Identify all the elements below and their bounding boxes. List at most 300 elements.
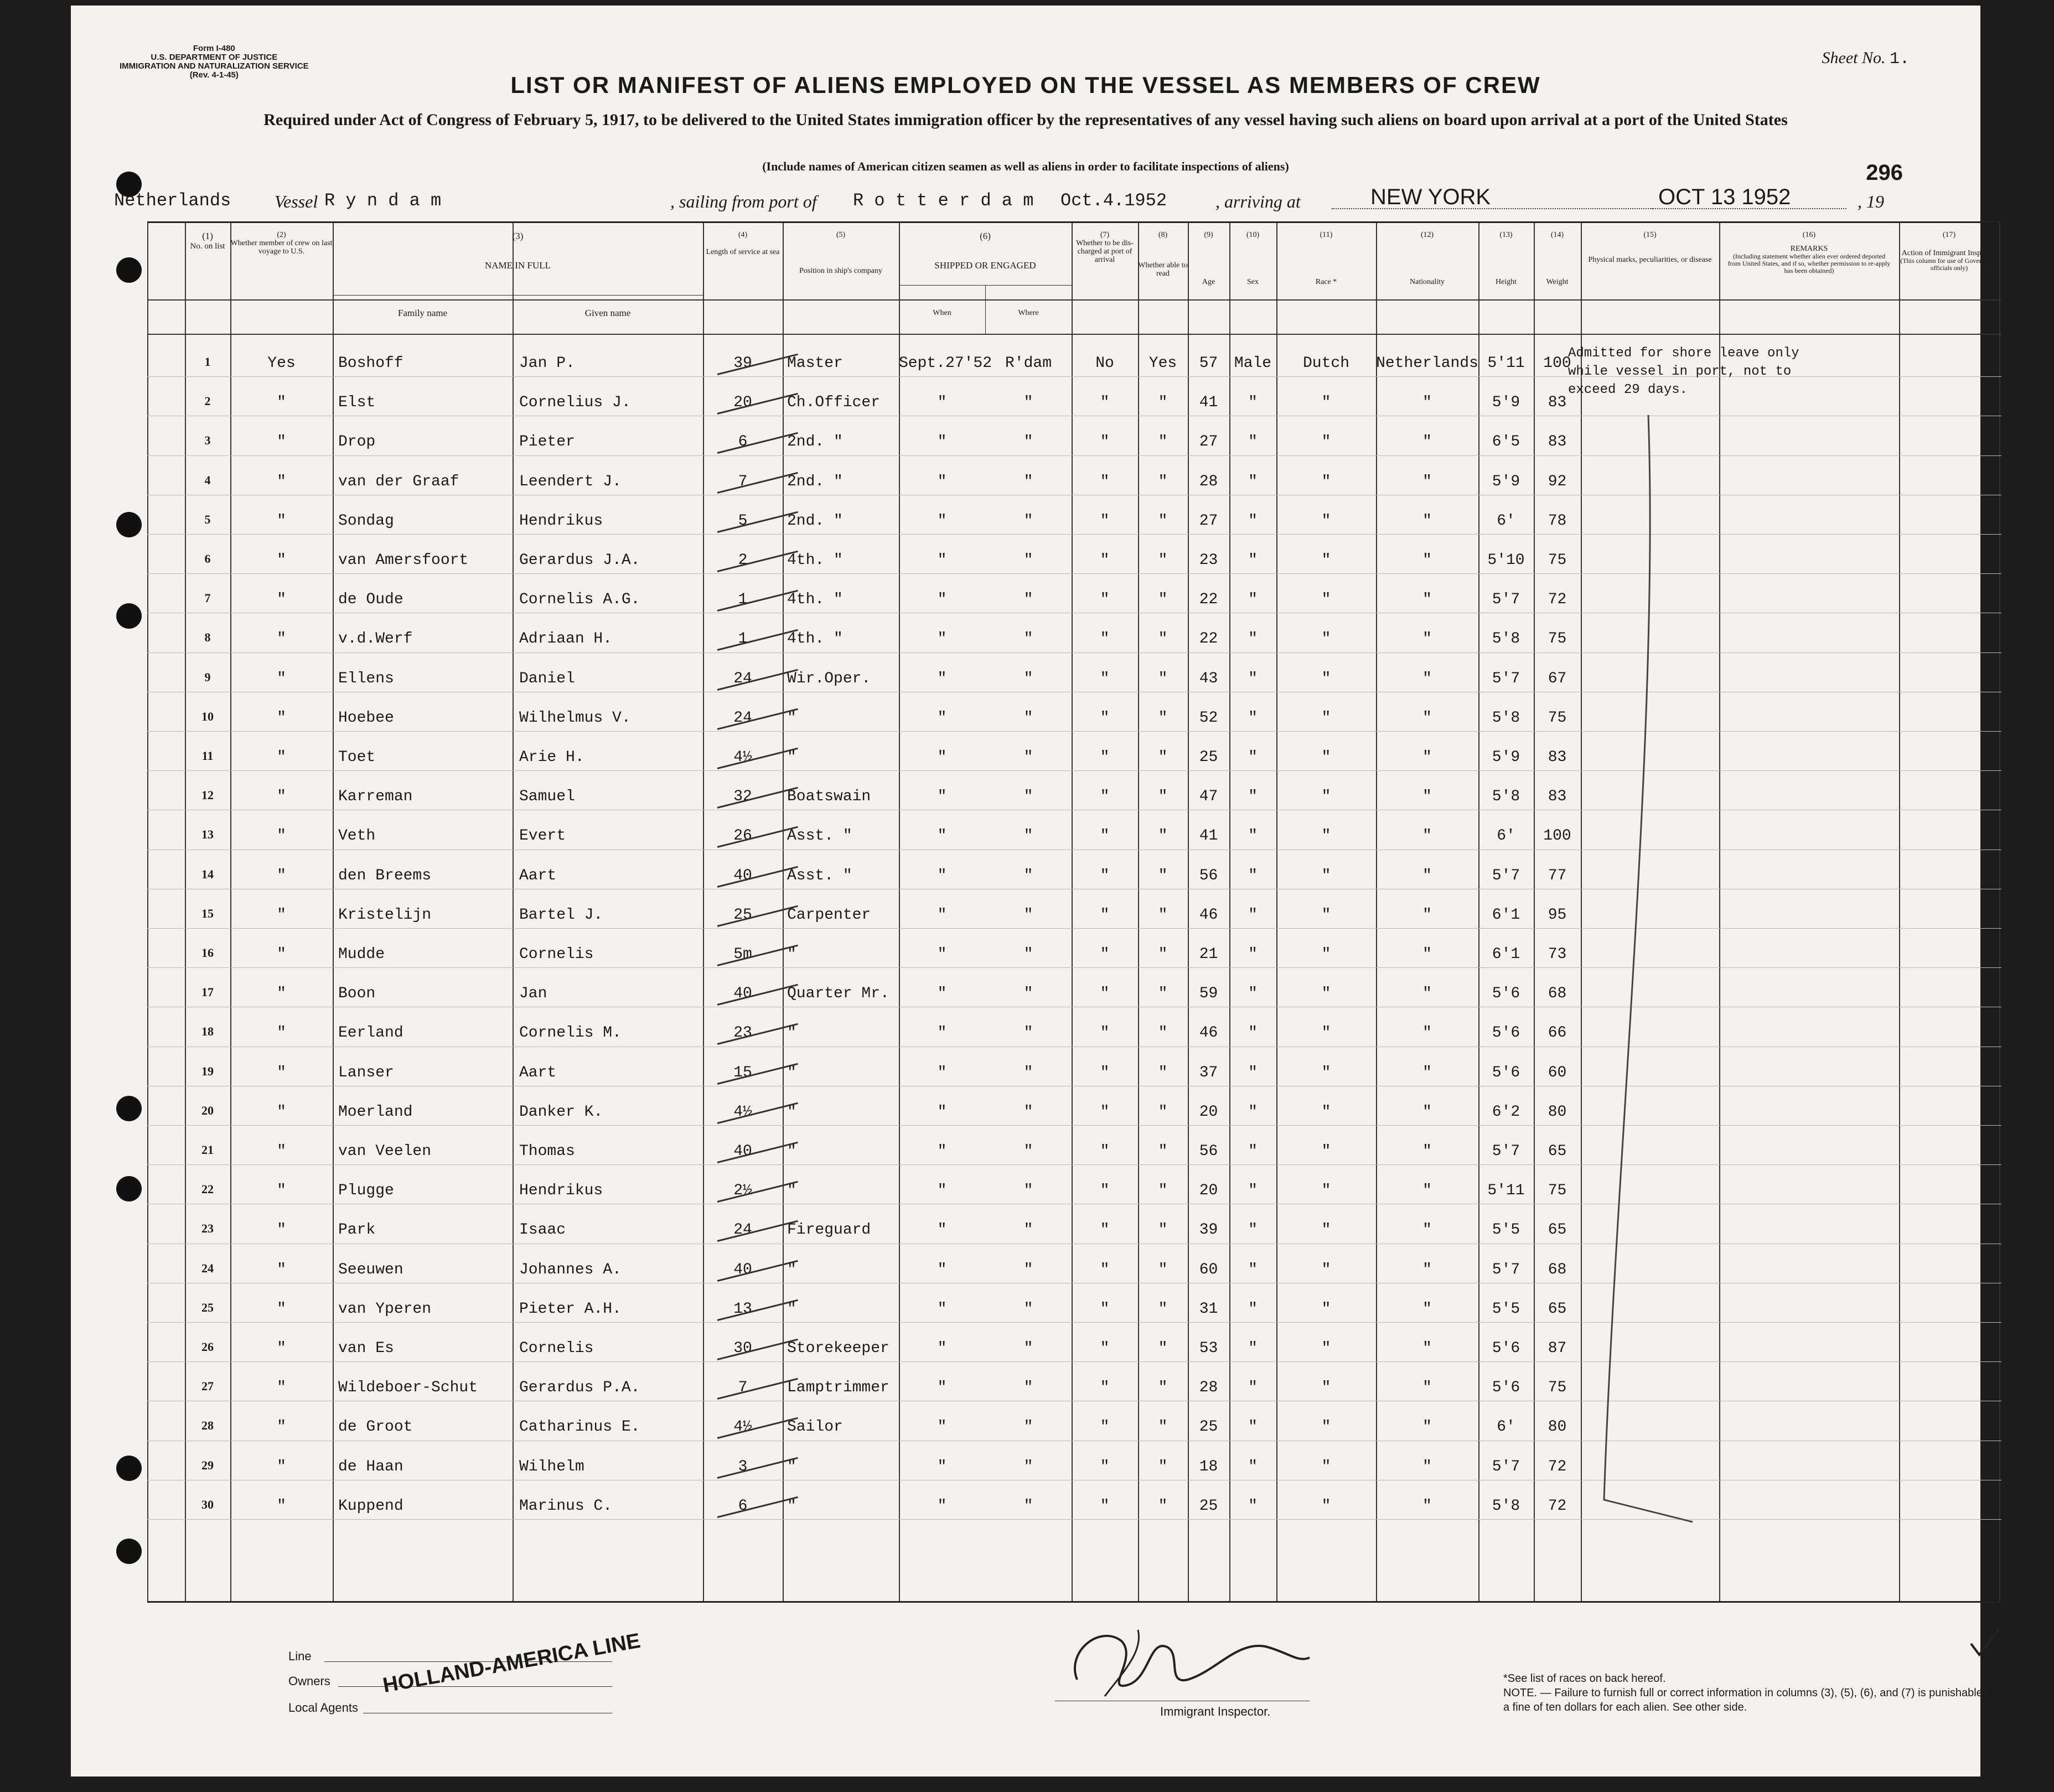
sex-cell: " [1248, 1300, 1258, 1318]
shipped-where-cell: " [1023, 1418, 1033, 1436]
service-length-cell: 25 [733, 906, 752, 924]
remarks-bracket-mark [1582, 393, 1709, 1544]
race-cell: " [1321, 433, 1331, 451]
discharge-cell: " [1100, 394, 1110, 412]
position-cell: " [787, 1497, 796, 1515]
weight-cell: 75 [1548, 552, 1567, 569]
age-cell: 22 [1199, 630, 1218, 648]
weight-cell: 67 [1548, 670, 1567, 687]
row-number: 1 [204, 355, 211, 369]
col-age-header: (9) Age [1202, 231, 1215, 286]
shipped-when-cell: " [937, 1221, 947, 1239]
form-number: Form I-480 [193, 44, 235, 53]
row-number: 19 [201, 1064, 214, 1078]
discharge-cell: " [1100, 749, 1110, 766]
age-cell: 23 [1199, 552, 1218, 569]
race-cell: " [1321, 1418, 1331, 1436]
page-title: LIST OR MANIFEST OF ALIENS EMPLOYED ON THE VESSEL AS MEMBERS OF CREW [510, 72, 1541, 98]
sex-cell: " [1248, 1064, 1258, 1081]
weight-cell: 83 [1548, 788, 1567, 806]
given-name-cell: Samuel [519, 788, 575, 806]
height-cell: 6' [1497, 827, 1515, 845]
discharge-cell: " [1100, 1261, 1110, 1278]
manifest-sheet [71, 6, 1998, 1777]
age-cell: 37 [1199, 1064, 1218, 1081]
discharge-cell: " [1100, 1340, 1110, 1357]
family-name-cell: Ellens [338, 670, 394, 687]
position-cell: " [787, 709, 796, 727]
row-number: 27 [201, 1379, 214, 1394]
sex-cell: " [1248, 709, 1258, 727]
shipped-when-cell: " [937, 670, 947, 687]
able-to-read-cell: " [1158, 1064, 1168, 1081]
sex-cell: " [1248, 946, 1258, 963]
position-cell: Quarter Mr. [787, 985, 889, 1003]
shipped-when-cell: " [937, 1024, 947, 1042]
service-length-cell: 39 [733, 355, 752, 372]
discharge-cell: " [1100, 1418, 1110, 1436]
service-length-cell: 24 [733, 1221, 752, 1239]
weight-cell: 65 [1548, 1143, 1567, 1160]
able-to-read-cell: " [1158, 1379, 1168, 1397]
race-cell: " [1321, 1064, 1331, 1081]
height-cell: 5'7 [1492, 670, 1520, 687]
race-cell: " [1321, 906, 1331, 924]
row-number: 23 [201, 1221, 214, 1236]
shipped-where-cell: " [1023, 1379, 1033, 1397]
shipped-when-cell: " [937, 1261, 947, 1278]
shipped-where-cell: " [1023, 1221, 1033, 1239]
punch-hole [116, 1176, 142, 1201]
row-number: 30 [201, 1497, 214, 1511]
height-cell: 5'6 [1492, 1024, 1520, 1042]
family-name-cell: van Veelen [338, 1143, 432, 1160]
weight-cell: 87 [1548, 1340, 1567, 1357]
sex-cell: " [1248, 1379, 1258, 1397]
shipped-where-cell: " [1023, 512, 1033, 530]
nationality-cell: " [1422, 1418, 1432, 1436]
weight-cell: 83 [1548, 394, 1567, 412]
shipped-where-cell: " [1023, 788, 1033, 806]
able-to-read-cell: " [1158, 1497, 1168, 1515]
service-length-cell: 6 [738, 433, 748, 451]
race-cell: " [1321, 1379, 1331, 1397]
given-name-cell: Cornelis [519, 1340, 594, 1357]
given-name-cell: Cornelius J. [519, 394, 631, 412]
row-rule [147, 770, 2001, 771]
row-rule [147, 573, 2001, 574]
age-cell: 25 [1199, 1418, 1218, 1436]
form-department: U.S. DEPARTMENT OF JUSTICE [151, 53, 278, 62]
sex-cell: " [1248, 512, 1258, 530]
col-no-header: (1) No. on list [190, 231, 225, 251]
able-to-read-cell: " [1158, 827, 1168, 845]
punch-hole [116, 603, 142, 629]
discharge-cell: " [1100, 473, 1110, 490]
sex-cell: " [1248, 1221, 1258, 1239]
shipped-when-cell: " [937, 394, 947, 412]
age-cell: 59 [1199, 985, 1218, 1003]
row-rule [147, 928, 2001, 929]
sex-cell: " [1248, 985, 1258, 1003]
able-to-read-cell: " [1158, 1261, 1168, 1278]
row-number: 11 [201, 749, 214, 763]
row-rule [147, 967, 2001, 968]
able-to-read-cell: " [1158, 867, 1168, 884]
shipped-when-cell: " [937, 906, 947, 924]
shipped-when-cell: " [937, 1143, 947, 1160]
able-to-read-cell: " [1158, 749, 1168, 766]
able-to-read-cell: " [1158, 709, 1168, 727]
given-name-cell: Gerardus J.A. [519, 552, 640, 569]
position-cell: Asst. " [787, 827, 852, 845]
races-note: *See list of races on back hereof. NOTE. — Failure to furnish full or correct information in columns (3), (5), (6), and (7) is punishable by a fine of ten dollars for each alien. See other side. [1503, 1672, 1998, 1713]
position-cell: " [787, 1064, 796, 1081]
family-name-cell: Karreman [338, 788, 413, 806]
given-name-cell: Aart [519, 867, 557, 884]
weight-cell: 75 [1548, 709, 1567, 727]
nationality-cell: " [1422, 1221, 1432, 1239]
given-name-cell: Wilhelm [519, 1458, 584, 1475]
family-name-cell: van Yperen [338, 1300, 432, 1318]
row-number: 26 [201, 1340, 214, 1354]
remarks-note: Admitted for shore leave only while vessel in port, not to exceed 29 days. [1568, 346, 1799, 397]
age-cell: 56 [1199, 867, 1218, 884]
age-cell: 56 [1199, 1143, 1218, 1160]
last-voyage-cell: " [277, 1143, 286, 1160]
race-cell: " [1321, 473, 1331, 490]
discharge-cell: " [1100, 630, 1110, 648]
position-cell: " [787, 1024, 796, 1042]
family-name-cell: de Groot [338, 1418, 413, 1436]
height-cell: 5'9 [1492, 473, 1520, 490]
nationality-cell: " [1422, 867, 1432, 884]
sex-cell: " [1248, 749, 1258, 766]
last-voyage-cell: " [277, 433, 286, 451]
nationality-cell: " [1422, 946, 1432, 963]
last-voyage-cell: " [277, 906, 286, 924]
service-length-cell: 7 [738, 473, 748, 490]
position-cell: 2nd. " [787, 512, 843, 530]
row-number: 17 [201, 985, 214, 999]
nationality-cell: " [1422, 1340, 1432, 1357]
family-name-cell: Kuppend [338, 1497, 403, 1515]
row-number: 21 [201, 1143, 214, 1157]
race-cell: " [1321, 1458, 1331, 1475]
shipped-where-cell: R'dam [1005, 355, 1052, 372]
position-cell: Asst. " [787, 867, 852, 884]
able-to-read-cell: " [1158, 788, 1168, 806]
age-cell: 46 [1199, 1024, 1218, 1042]
age-cell: 20 [1199, 1103, 1218, 1121]
height-cell: 5'9 [1492, 394, 1520, 412]
given-name-cell: Jan [519, 985, 547, 1003]
sex-cell: " [1248, 1458, 1258, 1475]
sex-cell: " [1248, 1103, 1258, 1121]
row-number: 5 [204, 512, 211, 526]
weight-cell: 66 [1548, 1024, 1567, 1042]
last-voyage-cell: " [277, 1221, 286, 1239]
height-cell: 5'8 [1492, 630, 1520, 648]
row-number: 7 [204, 591, 211, 605]
sex-cell: " [1248, 670, 1258, 687]
weight-cell: 75 [1548, 1379, 1567, 1397]
nationality-cell: " [1422, 433, 1432, 451]
shipped-when-cell: " [937, 1182, 947, 1200]
last-voyage-cell: " [277, 985, 286, 1003]
shipped-where-cell: " [1023, 630, 1033, 648]
height-cell: 5'8 [1492, 709, 1520, 727]
col-sex-header: (10) Sex [1246, 231, 1260, 286]
age-cell: 60 [1199, 1261, 1218, 1278]
height-cell: 5'5 [1492, 1221, 1520, 1239]
weight-cell: 68 [1548, 985, 1567, 1003]
height-cell: 5'7 [1492, 867, 1520, 884]
service-length-cell: 24 [733, 709, 752, 727]
family-name-cell: Park [338, 1221, 376, 1239]
discharge-cell: " [1100, 1103, 1110, 1121]
family-name-cell: Boshoff [338, 355, 403, 372]
weight-cell: 80 [1548, 1418, 1567, 1436]
col-read-header: (8) Whether able to read [1138, 231, 1188, 278]
row-rule [147, 1519, 2001, 1520]
weight-cell: 72 [1548, 591, 1567, 609]
family-name-cell: Drop [338, 433, 376, 451]
given-name-cell: Adriaan H. [519, 630, 613, 648]
service-length-cell: 1 [738, 630, 748, 648]
position-cell: Lamptrimmer [787, 1379, 889, 1397]
position-cell: " [787, 1103, 796, 1121]
sex-cell: " [1248, 630, 1258, 648]
line-label: Line [288, 1649, 312, 1663]
race-cell: " [1321, 670, 1331, 687]
position-cell: 4th. " [787, 552, 843, 569]
nationality-cell: Netherlands [1376, 355, 1478, 372]
shipped-where-cell: " [1023, 433, 1033, 451]
able-to-read-cell: " [1158, 946, 1168, 963]
col-when-header: When [933, 309, 951, 317]
service-length-cell: 2 [738, 552, 748, 569]
shipped-where-cell: " [1023, 906, 1033, 924]
family-name-cell: Lanser [338, 1064, 394, 1081]
able-to-read-cell: Yes [1148, 355, 1177, 372]
last-voyage-cell: " [277, 1458, 286, 1475]
age-cell: 41 [1199, 394, 1218, 412]
arrival-port: NEW YORK [1370, 185, 1491, 209]
sex-cell: " [1248, 552, 1258, 569]
family-name-cell: van Es [338, 1340, 394, 1357]
discharge-cell: " [1100, 906, 1110, 924]
discharge-cell: " [1100, 946, 1110, 963]
position-cell: Boatswain [787, 788, 871, 806]
age-cell: 41 [1199, 827, 1218, 845]
shipped-when-cell: " [937, 788, 947, 806]
service-length-cell: 13 [733, 1300, 752, 1318]
weight-cell: 100 [1543, 355, 1571, 372]
age-cell: 27 [1199, 512, 1218, 530]
family-name-cell: de Haan [338, 1458, 403, 1475]
family-name-cell: Seeuwen [338, 1261, 403, 1278]
race-cell: " [1321, 788, 1331, 806]
punch-hole [116, 512, 142, 537]
able-to-read-cell: " [1158, 1458, 1168, 1475]
race-cell: " [1321, 1221, 1331, 1239]
row-number: 2 [204, 394, 211, 408]
race-cell: " [1321, 1340, 1331, 1357]
able-to-read-cell: " [1158, 670, 1168, 687]
given-name-cell: Leendert J. [519, 473, 622, 490]
height-cell: 5'7 [1492, 591, 1520, 609]
dotted-rule [1332, 208, 1653, 209]
sheet-value: 1. [1889, 50, 1910, 69]
able-to-read-cell: " [1158, 985, 1168, 1003]
discharge-cell: " [1100, 1379, 1110, 1397]
able-to-read-cell: " [1158, 1143, 1168, 1160]
given-name-cell: Gerardus P.A. [519, 1379, 640, 1397]
row-rule [147, 652, 2001, 653]
service-length-cell: 1 [738, 591, 748, 609]
height-cell: 6' [1497, 1418, 1515, 1436]
service-length-cell: 4½ [733, 1418, 752, 1436]
nationality-cell: " [1422, 512, 1432, 530]
weight-cell: 100 [1543, 827, 1571, 845]
nationality-cell: " [1422, 591, 1432, 609]
shipped-when-cell: " [937, 473, 947, 490]
sex-cell: " [1248, 867, 1258, 884]
given-name-cell: Hendrikus [519, 1182, 603, 1200]
height-cell: 5'6 [1492, 1379, 1520, 1397]
age-cell: 39 [1199, 1221, 1218, 1239]
local-agents-label: Local Agents [288, 1701, 358, 1715]
nationality-cell: " [1422, 906, 1432, 924]
shipped-when-cell: " [937, 709, 947, 727]
race-cell: " [1321, 630, 1331, 648]
height-cell: 5'7 [1492, 1143, 1520, 1160]
check-mark-icon [1968, 1627, 2001, 1660]
able-to-read-cell: " [1158, 906, 1168, 924]
race-cell: " [1321, 394, 1331, 412]
race-cell: " [1321, 1024, 1331, 1042]
service-length-cell: 5m [733, 946, 752, 963]
race-cell: " [1321, 1182, 1331, 1200]
shipped-when-cell: Sept.27'52 [899, 355, 992, 372]
row-number: 22 [201, 1182, 214, 1197]
service-length-cell: 23 [733, 1024, 752, 1042]
departure-date: Oct.4.1952 [1060, 190, 1167, 211]
nationality-cell: " [1422, 1024, 1432, 1042]
shipped-where-cell: " [1023, 1300, 1033, 1318]
race-cell: " [1321, 827, 1331, 845]
sex-cell: " [1248, 1143, 1258, 1160]
service-length-cell: 4½ [733, 1103, 752, 1121]
weight-cell: 83 [1548, 749, 1567, 766]
holland-america-stamp: HOLLAND-AMERICA LINE [381, 1629, 643, 1698]
age-cell: 47 [1199, 788, 1218, 806]
age-cell: 21 [1199, 946, 1218, 963]
height-cell: 5'6 [1492, 1340, 1520, 1357]
shipped-when-cell: " [937, 433, 947, 451]
row-number: 25 [201, 1300, 214, 1314]
nationality-cell: " [1422, 1379, 1432, 1397]
last-voyage-cell: " [277, 1497, 286, 1515]
sex-cell: Male [1234, 355, 1272, 372]
family-name-cell: den Breems [338, 867, 432, 884]
weight-cell: 72 [1548, 1497, 1567, 1515]
age-cell: 31 [1199, 1300, 1218, 1318]
row-number: 13 [201, 827, 214, 842]
row-number: 10 [201, 709, 214, 723]
shipped-when-cell: " [937, 1340, 947, 1357]
weight-cell: 65 [1548, 1300, 1567, 1318]
height-cell: 5'6 [1492, 1064, 1520, 1081]
shipped-when-cell: " [937, 1064, 947, 1081]
inspector-label: Immigrant Inspector. [1160, 1705, 1271, 1718]
last-voyage-cell: " [277, 867, 286, 884]
discharge-cell: " [1100, 1024, 1110, 1042]
position-cell: Fireguard [787, 1221, 871, 1239]
age-cell: 25 [1199, 749, 1218, 766]
row-number: 20 [201, 1103, 214, 1117]
given-name-cell: Isaac [519, 1221, 566, 1239]
punch-hole [116, 1539, 142, 1564]
weight-cell: 77 [1548, 867, 1567, 884]
height-cell: 5'10 [1487, 552, 1525, 569]
able-to-read-cell: " [1158, 1300, 1168, 1318]
nationality-cell: " [1422, 630, 1432, 648]
given-name-cell: Bartel J. [519, 906, 603, 924]
family-name-cell: Elst [338, 394, 376, 412]
height-cell: 5'9 [1492, 749, 1520, 766]
family-name-cell: v.d.Werf [338, 630, 413, 648]
given-name-cell: Pieter A.H. [519, 1300, 622, 1318]
discharge-cell: " [1100, 709, 1110, 727]
family-name-cell: Kristelijn [338, 906, 432, 924]
shipped-where-cell: " [1023, 552, 1033, 569]
given-name-cell: Arie H. [519, 749, 584, 766]
position-cell: 2nd. " [787, 433, 843, 451]
discharge-cell: " [1100, 552, 1110, 569]
last-voyage-cell: " [277, 473, 286, 490]
row-number: 8 [204, 630, 211, 645]
race-cell: " [1321, 512, 1331, 530]
able-to-read-cell: " [1158, 591, 1168, 609]
last-voyage-cell: " [277, 630, 286, 648]
shipped-where-cell: " [1023, 709, 1033, 727]
dotted-rule [1653, 208, 1846, 209]
nationality-cell: " [1422, 1497, 1432, 1515]
crew-table [147, 221, 2001, 1603]
position-cell: 2nd. " [787, 473, 843, 490]
row-number: 6 [204, 552, 211, 566]
service-length-cell: 6 [738, 1497, 748, 1515]
age-cell: 57 [1199, 355, 1218, 372]
sex-cell: " [1248, 1340, 1258, 1357]
shipped-where-cell: " [1023, 1024, 1033, 1042]
page-subtitle: Required under Act of Congress of February 5, 1917, to be delivered to the United States immigration officer by the representatives of any vessel having such aliens on board upon arrival at a port of the United States [263, 111, 1788, 129]
punch-hole [116, 1096, 142, 1121]
sex-cell: " [1248, 1261, 1258, 1278]
nationality-cell: " [1422, 1300, 1432, 1318]
family-name-cell: Moerland [338, 1103, 413, 1121]
weight-cell: 68 [1548, 1261, 1567, 1278]
row-number: 15 [201, 906, 214, 920]
row-number: 14 [201, 867, 214, 881]
able-to-read-cell: " [1158, 473, 1168, 490]
departure-port: R o t t e r d a m [853, 190, 1034, 211]
given-name-cell: Hendrikus [519, 512, 603, 530]
sailing-label: , sailing from port of [670, 191, 817, 211]
footer [147, 1602, 2001, 1768]
